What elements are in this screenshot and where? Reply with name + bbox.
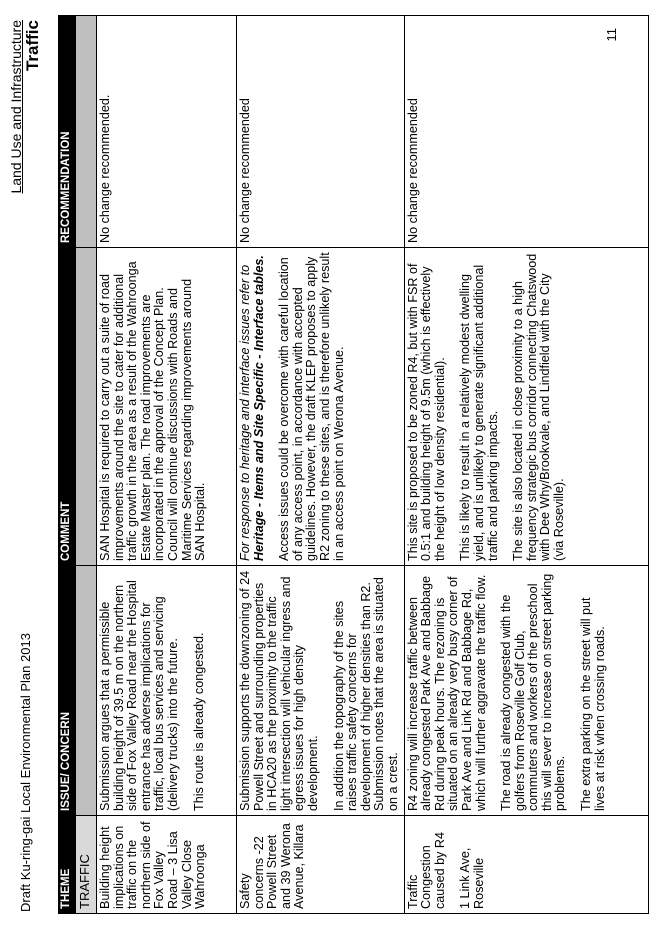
comment-cell <box>404 248 648 566</box>
col-header-issue: ISSUE/ CONCERN <box>59 566 76 816</box>
page-number: 11 <box>604 28 619 42</box>
table-row <box>404 16 648 914</box>
comment-text: The site is also located in close proximity to a high frequency strategic bus corridor connecting Chatswood with Dee Why/Brookvale, and Lindfield with the City (via Roseville). <box>511 253 566 561</box>
issue-text: Submission argues that a permissible building height of 39.5 m on the northern side of Fox Valley Road near the Hospital entrance has adverse implications for traffic, local bus services and servicing (delivery trucks) into the future. <box>98 580 180 811</box>
issue-text: The road is already congested with the golfers from Roseville Golf Club, commuters and workers of the preschool this will sever to increase on street parking problems. <box>499 573 568 811</box>
cross-reference-link-text: Heritage - Items and Site Specific - Interface tables. <box>251 255 266 561</box>
issue-text: The extra parking on the street will put lives at risk when crossing roads. <box>579 597 607 811</box>
issue-text: In addition the topography of the sites raises traffic safety concerns for development of higher densities than R2. Submission notes that the area is situated on a crest. <box>331 577 400 811</box>
issue-cell <box>97 566 237 816</box>
comment-cell <box>97 248 237 566</box>
theme-text: 1 Link Ave, Roseville <box>458 847 486 909</box>
recommendation-cell <box>237 16 405 248</box>
issue-cell <box>404 566 648 816</box>
theme-text: Safety concerns -22 Powell Street and 39 Werona Avenue, Killara <box>238 823 307 909</box>
col-header-theme: THEME <box>59 816 76 914</box>
theme-text: Traffic Congestion caused by R4 <box>405 831 447 909</box>
issue-cell <box>237 566 405 816</box>
submissions-table <box>58 15 649 914</box>
section-label: TRAFFIC <box>76 816 97 914</box>
table-row <box>97 16 237 914</box>
issue-text: This route is already congested. <box>191 632 206 811</box>
comment-text: SAN Hospital is required to carry out a suite of road improvements around the site to cater for additional traffic growth in the area as a result of the Wahroonga Estate Master plan. The road improvements are incorporated in the approval of the Concept Plan. Council will continue discussions with Roads and Maritime Services regarding improvements around SAN Hospital. <box>98 261 208 561</box>
recommendation-cell <box>97 16 237 248</box>
section-row <box>76 16 97 914</box>
comment-text: Access issues could be overcome with careful location of any access point, in accordance with accepted guidelines. However, the draft KLEP proposes to apply R2 zoning to these sites, and is therefore unlikely result in an access point on Werona Avenue. <box>277 252 346 561</box>
theme-cell <box>404 816 648 914</box>
theme-text: Building height implications on traffic on the northern side of Fox Valley Road – 3 Lisa Valley Close Wahroonga <box>98 821 208 909</box>
cross-reference <box>239 252 266 561</box>
section-filler <box>76 16 97 248</box>
cross-reference-text: For response to heritage and interface issues refer to <box>238 264 252 561</box>
section-filler <box>76 566 97 816</box>
theme-cell <box>97 816 237 914</box>
section-title: Land Use and Infrastructure <box>8 20 24 194</box>
comment-text: This is likely to result in a relatively modest dwelling yield, and is unlikely to generate significant additional traffic and parking impacts. <box>458 264 500 561</box>
issue-text: Submission supports the downzoning of 24 Powell Street and surrounding properties in HCA20 as the proximity to the traffic light intersection will vehicular ingress and egress issues for high density development. <box>238 570 320 811</box>
issue-text: R4 zoning will increase traffic between already congested Park Ave and Babbage Rd during peak hours. The rezoning is situated on an already very busy corner of Park Ave and Link Rd and Babbage Rd, which will further aggravate the traffic flow. <box>405 574 488 811</box>
theme-cell <box>237 816 405 914</box>
col-header-recommendation: RECOMMENDATION <box>59 16 76 248</box>
col-header-comment: COMMENT <box>59 248 76 566</box>
subsection-title: Traffic <box>23 20 42 72</box>
recommendation-text: No change recommended. <box>98 94 112 243</box>
recommendation-text: No change recommended <box>405 98 420 243</box>
comment-text: This site is proposed to be zoned R4, but with FSR of 0.5:1 and building height of 9.5m (which is effectively the height of low density residential). <box>405 263 447 561</box>
comment-cell <box>237 248 405 566</box>
section-filler <box>76 248 97 566</box>
table-row <box>237 16 405 914</box>
table-header-row <box>59 16 76 914</box>
document-title: Draft Ku-ring-gai Local Environmental Plan 2013 <box>18 633 33 912</box>
recommendation-cell <box>404 16 648 248</box>
recommendation-text: No change recommended <box>238 98 252 243</box>
